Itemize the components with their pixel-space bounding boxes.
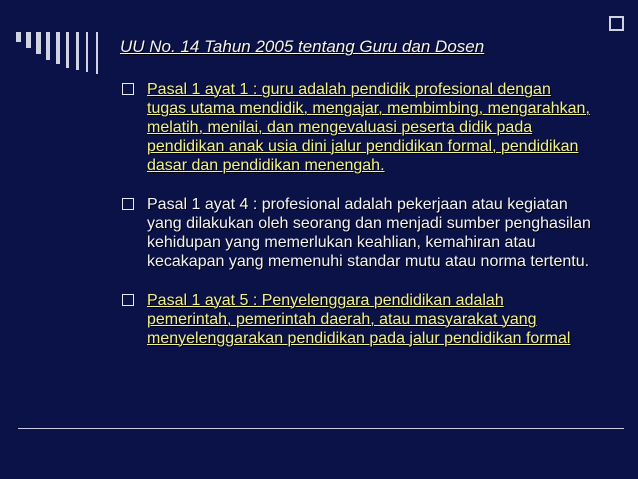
list-item-text: Pasal 1 ayat 4 : profesional adalah pekerjaan atau kegiatan yang dilakukan oleh seorang dan menjadi sumber penghasilan kehidupan yang memerlukan keahlian, kemahiran atau kecakapan yang memenuhi standar mutu atau norma tertentu. bbox=[147, 196, 591, 270]
list-item-text: Pasal 1 ayat 5 : Penyelenggara pendidikan adalah pemerintah, pemerintah daerah, atau masyarakat yang menyelenggarakan pendidikan pada jalur pendidikan formal bbox=[147, 292, 571, 347]
list-item bbox=[122, 291, 592, 348]
divider bbox=[18, 428, 624, 429]
list-item-text: Pasal 1 ayat 1 : guru adalah pendidik profesional dengan tugas utama mendidik, mengajar, membimbing, mengarahkan, melatih, menilai, dan mengevaluasi peserta didik pada pendidikan anak usia dini jalur pendidikan formal, pendidikan dasar dan pendidikan menengah. bbox=[147, 81, 590, 174]
list-item bbox=[122, 80, 592, 175]
hollow-square-icon bbox=[122, 294, 134, 306]
list-item bbox=[122, 195, 592, 271]
hollow-square-icon bbox=[122, 83, 134, 95]
vertical-bars-icon bbox=[0, 0, 120, 80]
square-outline-icon bbox=[609, 16, 624, 31]
slide-title: UU No. 14 Tahun 2005 tentang Guru dan Dosen bbox=[120, 37, 485, 56]
hollow-square-icon bbox=[122, 198, 134, 210]
bullet-list bbox=[122, 80, 592, 368]
